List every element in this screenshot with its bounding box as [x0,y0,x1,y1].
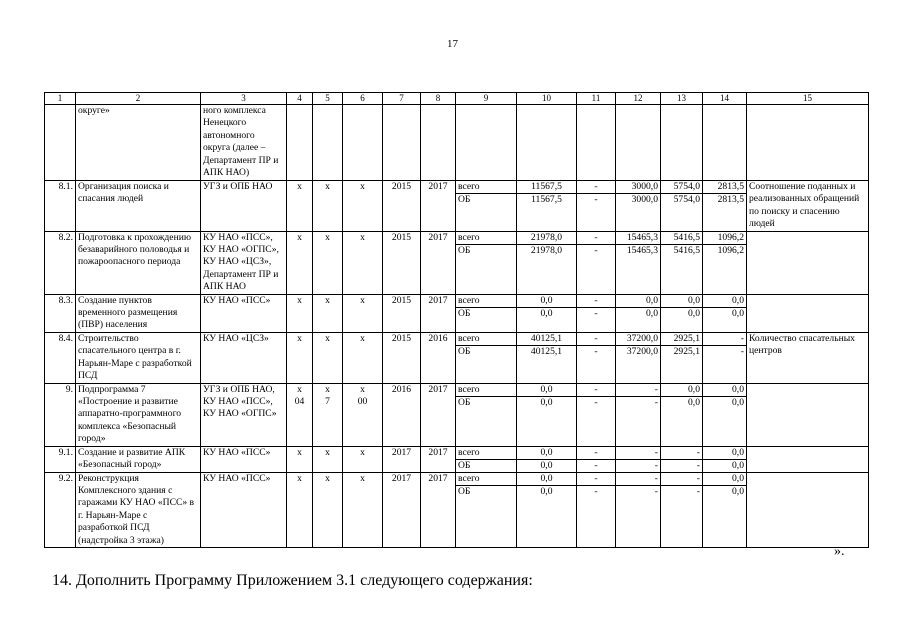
funding-source-cell [456,446,517,472]
funding-value: - [616,447,660,460]
start-year-cell [383,105,421,181]
funding-value: - [594,485,598,497]
end-year-cell: 2017 [421,383,456,446]
funding-value-cell [616,472,661,547]
funding-value-cell [616,294,661,332]
code-cell [343,105,383,181]
funding-value-cell [616,105,661,181]
funding-value-cell [661,446,703,472]
funding-value: - [577,232,615,245]
code-cell: х [343,332,383,383]
funding-value: 0,0 [646,307,658,319]
funding-value-cell [577,446,616,472]
indicator-cell [747,294,869,332]
funding-value: - [696,485,700,497]
column-number-cell: 14 [703,93,747,105]
code-cell: х [287,472,313,547]
funding-value: - [703,333,746,346]
executor-cell: КУ НАО «ЦСЗ» [201,332,287,383]
executor-cell: КУ НАО «ПСС» [201,472,287,547]
funding-value: 5416,5 [661,232,702,245]
funding-value: 0,0 [616,295,660,308]
funding-value-cell [517,181,577,232]
funding-value: - [654,396,658,408]
item-number-cell: 8.1. [45,181,76,232]
funding-value-cell [703,472,747,547]
funding-value: 0,0 [732,396,744,408]
item-name-cell: Подготовка к прохождению безаварийного половодья и пожароопасного периода [76,231,201,294]
funding-value: 0,0 [703,447,746,460]
code-cell: х 00 [343,383,383,446]
funding-value-cell [703,294,747,332]
column-number-cell: 11 [577,93,616,105]
item-name-cell: Подпрограмма 7 «Построение и развитие аппаратно-программного комплекса «Безопасный город» [76,383,201,446]
code-cell [313,105,343,181]
funding-value-cell [577,332,616,383]
code-cell: х [313,446,343,472]
funding-value: 0,0 [703,473,746,486]
column-number-cell: 3 [201,93,287,105]
column-number-cell: 8 [421,93,456,105]
funding-value: 0,0 [732,459,744,471]
funding-value: - [740,345,744,357]
funding-source: всего [456,295,516,308]
funding-source-cell [456,332,517,383]
funding-value-cell [616,446,661,472]
funding-value: 0,0 [661,295,702,308]
code-cell: х [287,231,313,294]
funding-source: ОБ [458,396,471,408]
code-cell: х 04 [287,383,313,446]
funding-value-cell [616,231,661,294]
end-year-cell: 2017 [421,181,456,232]
start-year-cell: 2015 [383,181,421,232]
start-year-cell: 2017 [383,472,421,547]
funding-source: ОБ [458,307,471,319]
funding-source-cell [456,231,517,294]
funding-value: 0,0 [661,384,702,397]
funding-value: 0,0 [517,447,576,460]
executor-cell: КУ НАО «ПСС» [201,294,287,332]
funding-source-cell [456,181,517,232]
funding-value-cell [616,383,661,446]
funding-value-cell [661,105,703,181]
funding-source: ОБ [458,244,471,256]
funding-value-cell [703,332,747,383]
funding-source: всего [456,447,516,460]
code-cell: х [313,332,343,383]
funding-source: ОБ [458,459,471,471]
funding-value-cell [577,472,616,547]
column-number-cell: 5 [313,93,343,105]
indicator-cell [747,231,869,294]
funding-value: 5754,0 [673,194,700,205]
funding-value: - [654,459,658,471]
funding-value: 2925,1 [673,345,700,357]
table-row [45,472,869,547]
amendment-paragraph: 14. Дополнить Программу Приложением 3.1 следующего содержания: [52,572,533,589]
code-cell: х [343,181,383,232]
funding-value-cell [517,105,577,181]
funding-source: всего [456,473,516,486]
funding-value: 0,0 [540,485,553,497]
code-cell: х [343,231,383,294]
funding-value: 15465,3 [626,244,658,256]
funding-value: 15465,3 [616,232,660,245]
funding-value: 0,0 [703,384,746,397]
funding-value-cell [517,231,577,294]
item-number-cell: 9.1. [45,446,76,472]
funding-value: - [594,345,598,357]
funding-value-cell [577,105,616,181]
funding-value-cell [517,472,577,547]
funding-value-cell [703,181,747,232]
column-number-cell: 13 [661,93,703,105]
funding-value: 11567,5 [531,194,562,205]
funding-value: - [661,473,702,486]
indicator-cell: Количество спасательных центров [747,332,869,383]
funding-value: 0,0 [688,307,700,319]
indicator-cell [747,105,869,181]
end-year-cell: 2017 [421,472,456,547]
table-row [45,383,869,446]
funding-value: - [594,307,598,319]
column-number-cell: 15 [747,93,869,105]
closing-quote: ». [834,544,845,559]
funding-value: - [661,447,702,460]
funding-source: ОБ [458,345,471,357]
funding-value-cell [703,105,747,181]
funding-value: 0,0 [540,459,553,471]
funding-value-cell [661,181,703,232]
funding-value: - [594,244,598,256]
funding-source: ОБ [458,485,471,497]
table-row [45,332,869,383]
funding-value-cell [616,332,661,383]
funding-value: 37200,0 [616,333,660,346]
funding-value-cell [517,294,577,332]
funding-value: - [654,485,658,497]
funding-value: 5754,0 [661,181,702,194]
funding-value: 2813,5 [717,194,744,205]
item-number-cell: 8.3. [45,294,76,332]
funding-value: 5416,5 [673,244,700,256]
funding-value: - [594,459,598,471]
funding-value: 2813,5 [703,181,746,194]
funding-value: 1096,2 [717,244,744,256]
item-number-cell: 8.2. [45,231,76,294]
funding-value: 1096,2 [703,232,746,245]
code-cell: х [287,181,313,232]
funding-value-cell [703,446,747,472]
funding-value-cell [577,294,616,332]
item-name-cell: Реконструкция Комплексного здания с гаражами КУ НАО «ПСС» в г. Нарьян-Маре с разработкой ПСД (надстройка 3 этажа) [76,472,201,547]
indicator-cell [747,446,869,472]
item-number-cell: 8.4. [45,332,76,383]
code-cell: х [343,472,383,547]
table-row [45,105,869,181]
funding-value: - [577,181,615,194]
start-year-cell: 2015 [383,231,421,294]
code-cell: х [287,294,313,332]
funding-value-cell [517,383,577,446]
funding-value: 0,0 [517,473,576,486]
funding-value-cell [661,231,703,294]
funding-value: 3000,0 [631,194,658,205]
funding-value: 11567,5 [517,181,576,194]
executor-cell: УГЗ и ОПБ НАО, КУ НАО «ПСС», КУ НАО «ОГПС» [201,383,287,446]
funding-value-cell [517,446,577,472]
funding-value: 0,0 [540,396,553,408]
code-cell: х [343,446,383,472]
funding-value-cell [661,472,703,547]
funding-value: - [616,384,660,397]
funding-value: 40125,1 [517,333,576,346]
funding-value: 0,0 [517,295,576,308]
funding-value: 0,0 [540,307,553,319]
funding-value: 40125,1 [530,345,563,357]
funding-value: - [577,473,615,486]
funding-value-cell [703,383,747,446]
end-year-cell: 2017 [421,446,456,472]
code-cell: х [313,294,343,332]
executor-cell: КУ НАО «ПСС», КУ НАО «ОГПС», КУ НАО «ЦСЗ», Департамент ПР и АПК НАО [201,231,287,294]
page-number: 17 [447,38,458,50]
table-row [45,181,869,232]
code-cell: х 7 [313,383,343,446]
item-name-cell: Строительство спасательного центра в г. Нарьян-Маре с разработкой ПСД [76,332,201,383]
funding-value-cell [616,181,661,232]
funding-source: всего [456,232,516,245]
column-number-cell: 10 [517,93,577,105]
code-cell: х [343,294,383,332]
funding-value-cell [661,332,703,383]
start-year-cell: 2015 [383,332,421,383]
funding-value: - [577,384,615,397]
item-name-cell: Создание пунктов временного размещения (ПВР) населения [76,294,201,332]
funding-value: 0,0 [703,295,746,308]
column-number-row [45,93,869,105]
funding-value: - [594,194,598,205]
column-number-cell: 4 [287,93,313,105]
funding-value: - [577,447,615,460]
column-number-cell: 1 [45,93,76,105]
funding-source-cell [456,294,517,332]
funding-source: всего [456,384,516,397]
column-number-cell: 12 [616,93,661,105]
end-year-cell [421,105,456,181]
funding-value: - [594,396,598,408]
end-year-cell: 2017 [421,294,456,332]
program-table [44,92,869,548]
funding-value: 2925,1 [661,333,702,346]
item-number-cell [45,105,76,181]
item-number-cell: 9. [45,383,76,446]
funding-value-cell [703,231,747,294]
funding-source: ОБ [458,194,471,205]
indicator-cell [747,472,869,547]
funding-value: - [616,473,660,486]
item-name-cell: Организация поиска и спасания людей [76,181,201,232]
funding-value: 37200,0 [626,345,658,357]
funding-value-cell [661,294,703,332]
funding-value: - [696,459,700,471]
funding-value-cell [577,231,616,294]
executor-cell: УГЗ и ОПБ НАО [201,181,287,232]
indicator-cell [747,383,869,446]
funding-value-cell [661,383,703,446]
item-number-cell: 9.2. [45,472,76,547]
funding-source-cell [456,383,517,446]
funding-value: - [577,295,615,308]
item-name-cell: округе» [76,105,201,181]
column-number-cell: 6 [343,93,383,105]
funding-value: 0,0 [732,485,744,497]
funding-value: 21978,0 [517,232,576,245]
funding-value: 3000,0 [616,181,660,194]
item-name-cell: Создание и развитие АПК «Безопасный город» [76,446,201,472]
executor-cell: ного комплекса Ненецкого автономного округа (далее – Департамент ПР и АПК НАО) [201,105,287,181]
code-cell: х [287,332,313,383]
table-row [45,231,869,294]
start-year-cell: 2016 [383,383,421,446]
code-cell [287,105,313,181]
start-year-cell: 2015 [383,294,421,332]
funding-source: всего [456,333,516,346]
funding-value-cell [577,181,616,232]
funding-value: 0,0 [688,396,700,408]
column-number-cell: 7 [383,93,421,105]
funding-value: 21978,0 [530,244,563,256]
column-number-cell: 9 [456,93,517,105]
end-year-cell: 2016 [421,332,456,383]
code-cell: х [313,181,343,232]
funding-value: 0,0 [732,307,744,319]
funding-value: 0,0 [517,384,576,397]
funding-source-cell [456,472,517,547]
funding-value: - [577,333,615,346]
table-row [45,446,869,472]
funding-value-cell [577,383,616,446]
code-cell: х [287,446,313,472]
table-row [45,294,869,332]
funding-source: всего [456,181,516,194]
funding-value-cell [517,332,577,383]
code-cell: х [313,231,343,294]
executor-cell: КУ НАО «ПСС» [201,446,287,472]
start-year-cell: 2017 [383,446,421,472]
code-cell: х [313,472,343,547]
end-year-cell: 2017 [421,231,456,294]
indicator-cell: Соотношение поданных и реализованных обращений по поиску и спасению людей [747,181,869,232]
column-number-cell: 2 [76,93,201,105]
funding-source-cell [456,105,517,181]
